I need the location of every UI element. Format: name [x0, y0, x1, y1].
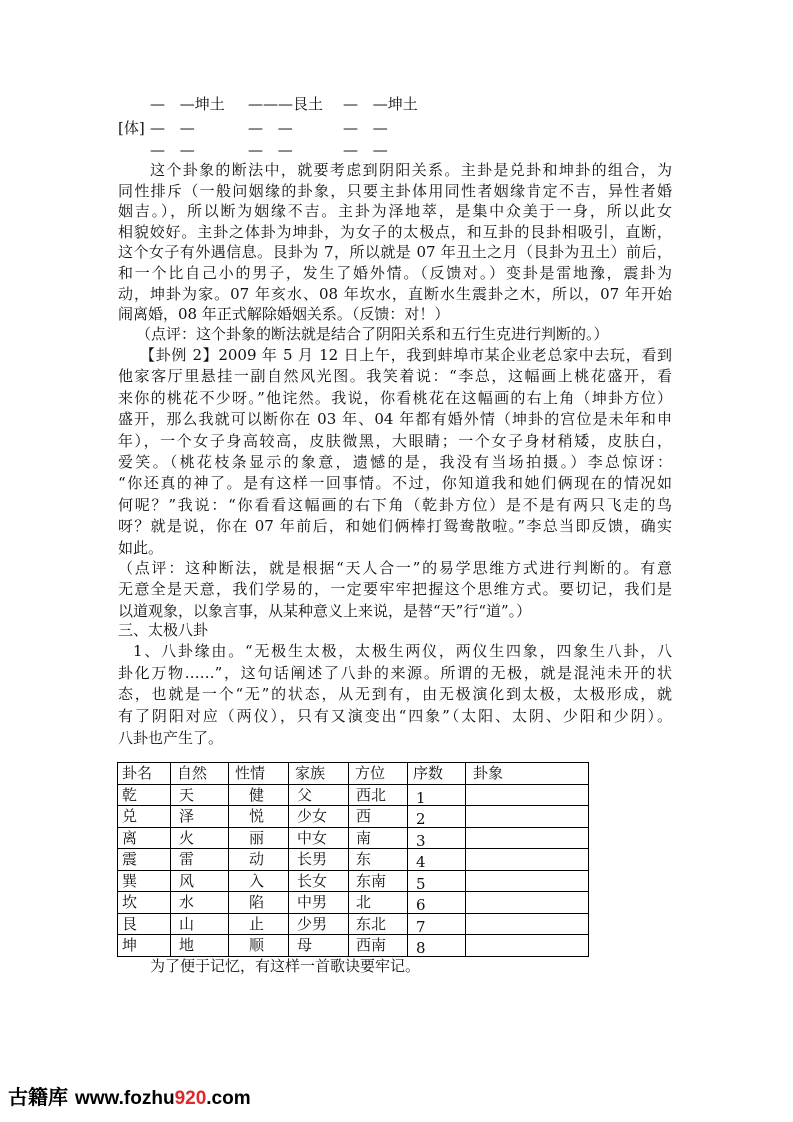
table-cell — [408, 913, 466, 935]
table-header-cell: 性情 — [229, 763, 289, 785]
text-line: 相貌姣好。主卦之体卦为坤卦，为女子的太极点，和互卦的艮卦相吸引，直断， — [118, 222, 672, 241]
trigram-body-label: [体] — [118, 119, 145, 137]
table-cell — [408, 827, 466, 849]
table-row — [118, 913, 589, 935]
watermark-url-suffix: .com — [206, 1088, 251, 1109]
table-cell: 震 — [118, 849, 171, 871]
trigram-line: — — — [150, 119, 195, 137]
table-row — [118, 935, 589, 957]
sequence-number: 1 — [416, 788, 426, 806]
watermark-site-name: 古籍库 — [8, 1085, 68, 1109]
watermark-url — [75, 1088, 251, 1109]
table-header-cell: 序数 — [408, 763, 466, 785]
heading-text: 三、太极八卦 — [118, 621, 209, 639]
watermark-url-prefix: www.fozhu — [75, 1088, 175, 1109]
table-cell: 风 — [171, 870, 229, 892]
trigram-kun-changed: — —坤土 — [343, 95, 418, 113]
table-cell: 止 — [229, 913, 289, 935]
table-cell — [408, 935, 466, 957]
table-cell: 泽 — [171, 806, 229, 828]
text-line: 和一个比自己小的男子，发生了婚外情。（反馈对。）变卦是雷地豫，震卦为 — [118, 263, 672, 282]
text-line: （点评：这个卦象的断法就是结合了阴阳关系和五行生克进行判断的。） — [136, 325, 609, 343]
table-cell: 坤 — [118, 935, 171, 957]
trigram-line: — — — [248, 141, 293, 159]
table-cell — [408, 806, 466, 828]
text-line: 年），一个女子身高较高，皮肤微黑，大眼睛；一个女子身材稍矮，皮肤白， — [118, 431, 672, 450]
trigram-kun-main: — —坤土 — [150, 95, 225, 113]
text-line: （点评：这种断法，就是根据“天人合一”的易学思维方式进行判断的。有意 — [118, 559, 672, 577]
table-cell — [466, 935, 589, 957]
trigram-table — [117, 762, 589, 957]
table-cell: 水 — [171, 892, 229, 914]
table-row — [118, 827, 589, 849]
sequence-number: 8 — [416, 939, 426, 956]
table-header-cell: 卦名 — [118, 763, 171, 785]
text-line: 无意全是天意，我们学易的，一定要牢牢把握这个思维方式。要切记，我们是 — [118, 580, 672, 599]
table-cell: 中男 — [289, 892, 349, 914]
table-cell: 西南 — [349, 935, 408, 957]
text-line: 闹离婚，08 年正式解除婚姻关系。（反馈：对！） — [118, 305, 450, 324]
text-line: 态，也就是一个“无”的状态，从无到有，由无极演化到太极，太极形成，就 — [118, 685, 672, 704]
table-cell — [408, 849, 466, 871]
trigram-row-2 — [0, 118, 793, 138]
table-cell: 南 — [349, 827, 408, 849]
table-cell — [466, 892, 589, 914]
text-line: 他家客厅里悬挂一副自然风光图。我笑着说：“李总，这幅画上桃花盛开，看 — [118, 367, 672, 386]
table-row — [118, 806, 589, 828]
sequence-number: 7 — [416, 917, 426, 935]
table-cell: 天 — [171, 784, 229, 806]
table-cell — [408, 892, 466, 914]
table-cell: 母 — [289, 935, 349, 957]
text-line: 如此。 — [118, 538, 164, 557]
table-cell: 火 — [171, 827, 229, 849]
paragraph-comment-1 — [118, 324, 672, 345]
table-cell: 离 — [118, 827, 171, 849]
table-cell: 乾 — [118, 784, 171, 806]
paragraph-origin — [118, 641, 672, 749]
paragraph-after-table — [118, 956, 672, 977]
text-line: 来你的桃花不少呀。”他诧然。我说，你看桃花在这幅画的右上角（坤卦方位） — [118, 388, 672, 407]
trigram-gen-mutual: ———艮土 — [248, 95, 324, 113]
section-heading — [118, 620, 672, 641]
table-cell: 东 — [349, 849, 408, 871]
text-line: 这个女子有外遇信息。艮卦为 7，所以就是 07 年丑土之月（艮卦为丑土）前后， — [118, 243, 672, 262]
table-row — [118, 892, 589, 914]
text-line: 卦化万物……”，这句话阐述了八卦的来源。所谓的无极，就是混沌未开的状 — [118, 663, 672, 682]
text-line: 呀？就是说，你在 07 年前后，和她们俩棒打鸳鸯散啦。”李总当即反馈，确实 — [118, 517, 672, 536]
table-cell: 西北 — [349, 784, 408, 806]
text-line: 1、八卦缘由。“无极生太极，太极生两仪，两仪生四象，四象生八卦，八 — [133, 642, 672, 660]
table-cell — [466, 913, 589, 935]
paragraph-analysis — [118, 160, 672, 325]
text-line: 八卦也产生了。 — [118, 728, 224, 747]
text-line: 动，坤卦为家。07 年亥水、08 年坎水，直断水生震卦之木，所以，07 年开始 — [118, 284, 672, 303]
table-cell: 入 — [229, 870, 289, 892]
watermark-url-number: 920 — [174, 1088, 207, 1109]
table-row — [118, 784, 589, 806]
table-cell — [466, 849, 589, 871]
table-cell: 少男 — [289, 913, 349, 935]
trigram-line: — — — [248, 119, 293, 137]
text-line: “你还真的神了。是有这样一回事情。不过，你知道我和她们俩现在的情况如 — [118, 474, 672, 493]
table-row — [118, 870, 589, 892]
trigram-line: — — — [343, 141, 388, 159]
paragraph-case-2 — [118, 345, 672, 559]
table-cell: 中女 — [289, 827, 349, 849]
text-line: 何呢？”我说：“你看看这幅画的右下角（乾卦方位）是不是有两只飞走的鸟 — [118, 495, 672, 514]
table-cell: 北 — [349, 892, 408, 914]
table-cell: 东北 — [349, 913, 408, 935]
table-cell: 地 — [171, 935, 229, 957]
table-cell: 艮 — [118, 913, 171, 935]
table-cell: 动 — [229, 849, 289, 871]
table-cell — [408, 870, 466, 892]
table-cell: 西 — [349, 806, 408, 828]
table-cell: 父 — [289, 784, 349, 806]
text-line: 盛开，那么我就可以断你在 03 年、04 年都有婚外情（坤卦的宫位是未年和申 — [118, 410, 672, 429]
table-header-cell: 家族 — [289, 763, 349, 785]
trigram-line: — — — [343, 119, 388, 137]
table-cell: 东南 — [349, 870, 408, 892]
text-line: 这个卦象的断法中，就要考虑到阴阳关系。主卦是兑卦和坤卦的组合，为 — [150, 161, 672, 179]
table-header-row — [118, 763, 589, 785]
sequence-number: 2 — [416, 810, 426, 827]
paragraph-comment-2 — [118, 558, 672, 622]
text-line: 爱笑。（桃花枝条显示的象意，遗憾的是，我没有当场拍摄。）李总惊讶： — [118, 452, 672, 471]
table-header-cell: 卦象 — [466, 763, 589, 785]
table-cell — [466, 784, 589, 806]
trigram-row-1 — [0, 94, 793, 114]
text-line: 【卦例 2】2009 年 5 月 12 日上午，我到蚌埠市某企业老总家中去玩，看到 — [140, 346, 672, 364]
watermark — [8, 1085, 251, 1109]
table-cell: 兑 — [118, 806, 171, 828]
table-cell: 陷 — [229, 892, 289, 914]
table-header-cell: 自然 — [171, 763, 229, 785]
trigram-line: — — — [150, 141, 195, 159]
table-cell: 少女 — [289, 806, 349, 828]
table-cell: 长女 — [289, 870, 349, 892]
trigram-row-3 — [0, 140, 793, 160]
table-header-cell: 方位 — [349, 763, 408, 785]
table-row — [118, 849, 589, 871]
table-cell: 长男 — [289, 849, 349, 871]
table-cell — [466, 870, 589, 892]
table-cell — [408, 784, 466, 806]
text-line: 同性排斥（一般问姻缘的卦象，只要主卦体用同性者姻缘肯定不吉，异性者婚 — [118, 181, 672, 200]
text-line: 为了便于记忆，有这样一首歌诀要牢记。 — [150, 957, 421, 975]
sequence-number: 3 — [416, 831, 426, 849]
text-line: 有了阴阳对应（两仪），只有又演变出“四象”（太阳、太阴、少阳和少阴）。 — [118, 707, 672, 726]
table-cell: 悦 — [229, 806, 289, 828]
table-cell: 山 — [171, 913, 229, 935]
sequence-number: 6 — [416, 896, 426, 913]
table-cell: 健 — [229, 784, 289, 806]
sequence-number: 5 — [416, 874, 426, 892]
table-cell: 顺 — [229, 935, 289, 957]
table-cell: 坎 — [118, 892, 171, 914]
table-cell: 丽 — [229, 827, 289, 849]
text-line: 姻吉。），所以断为姻缘不吉。主卦为泽地萃，是集中众美于一身，所以此女 — [118, 202, 672, 221]
table-cell — [466, 806, 589, 828]
table-cell — [466, 827, 589, 849]
table-cell: 雷 — [171, 849, 229, 871]
sequence-number: 4 — [416, 853, 426, 870]
text-line: 以道观象，以象言事，从某种意义上来说，是替“天”行“道”。） — [118, 601, 532, 620]
table-cell: 巽 — [118, 870, 171, 892]
